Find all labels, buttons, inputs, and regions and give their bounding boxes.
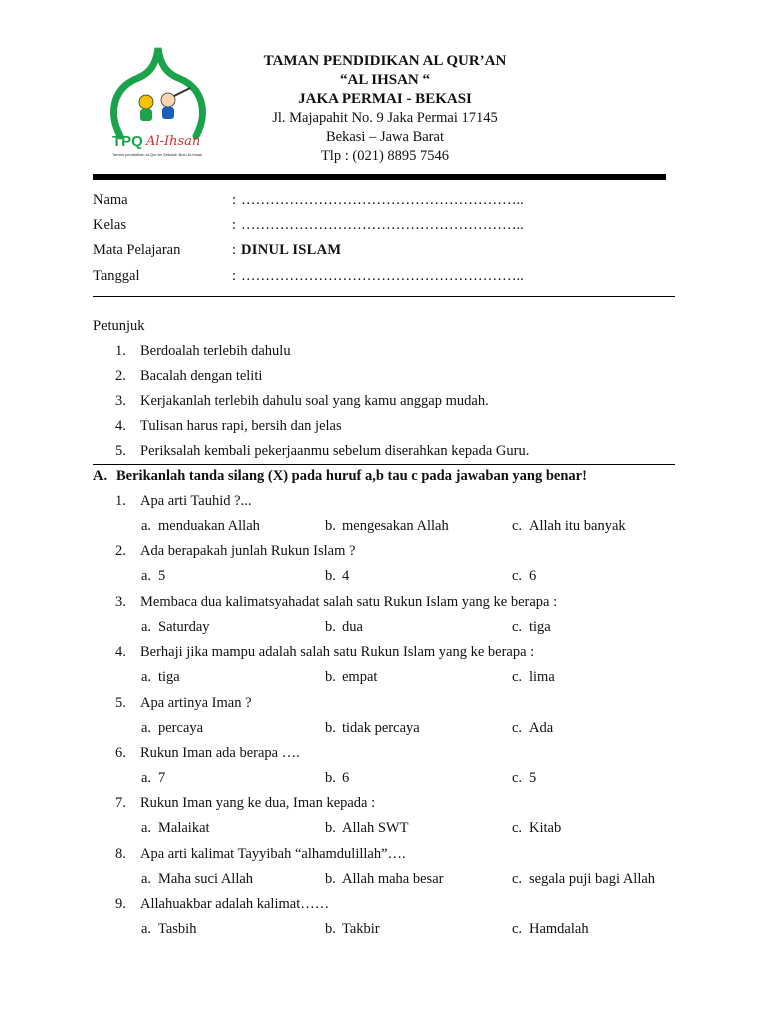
- option-text: Maha suci Allah: [158, 870, 254, 887]
- option-letter: a.: [141, 870, 152, 887]
- header-city: Bekasi – Jawa Barat: [326, 129, 444, 145]
- option-text: segala puji bagi Allah: [529, 870, 656, 887]
- option-text: Tasbih: [158, 921, 197, 938]
- option-letter: b.: [325, 870, 336, 887]
- option-text: dua: [342, 618, 363, 635]
- logo-child-right: [161, 93, 175, 107]
- question-text: Rukun Iman yang ke dua, Iman kepada :: [140, 795, 376, 812]
- logo-brand: TPQ: [112, 133, 143, 150]
- header-line1: TAMAN PENDIDIKAN AL QUR’AN: [263, 53, 507, 69]
- option-letter: b.: [325, 921, 336, 938]
- option-text: Allah itu banyak: [529, 518, 626, 534]
- option-letter: b.: [325, 618, 336, 635]
- option-letter: a.: [141, 669, 152, 686]
- question-number: 3.: [115, 593, 126, 610]
- option-text: Malaikat: [158, 820, 210, 837]
- option-text: 6: [529, 568, 537, 585]
- field-blank[interactable]: …………………………………………………..: [241, 217, 524, 233]
- field-blank[interactable]: …………………………………………………..: [241, 192, 524, 208]
- option-text: empat: [342, 669, 378, 686]
- question-text: Apa artinya Iman ?: [140, 694, 252, 711]
- option-letter: b.: [325, 820, 336, 837]
- option-text: Allah SWT: [342, 820, 409, 837]
- school-header: [220, 52, 550, 166]
- identity-divider: [93, 296, 675, 297]
- option-letter: c.: [512, 770, 523, 786]
- question-text: Apa arti Tauhid ?...: [140, 493, 252, 509]
- logo-arch: [114, 48, 203, 136]
- header-phone: Tlp : (021) 8895 7546: [320, 148, 450, 164]
- option-letter: c.: [512, 518, 523, 534]
- field-label: Kelas: [93, 217, 127, 233]
- option-letter: b.: [325, 518, 336, 534]
- option-letter: a.: [141, 618, 152, 635]
- option-letter: c.: [512, 669, 523, 686]
- option-letter: c.: [512, 618, 523, 635]
- option-text: lima: [529, 669, 555, 686]
- option-letter: c.: [512, 870, 523, 887]
- question-text: Membaca dua kalimatsyahadat salah satu Rukun Islam yang ke berapa :: [140, 593, 558, 610]
- option-letter: c.: [512, 820, 523, 837]
- question-text: Ada berapakah junlah Rukun Islam ?: [140, 543, 356, 560]
- option-letter: b.: [325, 719, 336, 736]
- option-text: percaya: [158, 719, 204, 736]
- option-text: tiga: [529, 618, 551, 635]
- option-text: mengesakan Allah: [342, 518, 449, 534]
- header-line3: JAKA PERMAI - BEKASI: [298, 91, 472, 107]
- field-label: Nama: [93, 192, 128, 208]
- option-letter: c.: [512, 568, 523, 585]
- option-text: 6: [342, 770, 350, 786]
- field-label: Tanggal: [93, 268, 140, 284]
- option-letter: b.: [325, 669, 336, 686]
- question-number: 5.: [115, 694, 126, 711]
- worksheet-page: TPQ Al-Ihsan Taman pendidikan al-Qur'an Sekolah Bulu Al-Ihsan TAMAN PENDIDIKAN AL QUR’AN “AL IHSAN “ JAKA PERMAI - BEKASI Jl. Majapahit No. 9 Jaka Permai 17145 Bekasi – Jawa Barat Tlp : (021) 8895 7546 Nama : ………………………………………………….. Kelas : ………………………………………………….. Mata Pelajaran : DINUL ISLAM Tanggal : ………………………………………………….. Petunjuk 1. Berdoalah terlebih dahulu 2. Bacalah dengan teliti 3. Kerjakanlah terlebih dahulu soal yang kamu anggap mudah. 4. Tulisan harus rapi, bersih dan jelas 5. Periksalah kembali pekerjaanmu sebelum diserahkan kepada Guru. A. Berikanlah tanda silang (X) pada huruf a,b tau c pada jawaban yang benar! 1. Apa arti Tauhid ?... a. menduakan Allah b. mengesakan Allah c. Allah itu banyak 2. Ada berapakah junlah Rukun Islam ? a. 5 b. 4 c. 6 3. Membaca dua kalimatsyahadat salah satu Rukun Islam yang ke berapa : a. Saturday b. dua c. tiga 4. Berhaji jika mampu adalah salah satu Rukun Islam yang ke berapa : a. tiga b. empat c. lima 5. Apa artinya Iman ? a. percaya b. tidak percaya c. Ada 6. Rukun Iman ada berapa …. a. 7 b. 6 c. 5 7. Rukun Iman yang ke dua, Iman kepada : a. Malaikat b. Allah SWT c. Kitab 8. Apa arti kalimat Tayyibah “alhamdulillah”…. a. Maha suci Allah b. Allah maha besar c. segala puji bagi Allah 9. Allahuakbar adalah kalimat…… a. Tasbih b. Takbir c. Hamdalah: [0, 0, 768, 1024]
- field-label: Mata Pelajaran: [93, 242, 181, 258]
- option-text: 5: [529, 770, 537, 786]
- question-text: Berhaji jika mampu adalah salah satu Rukun Islam yang ke berapa :: [140, 644, 535, 661]
- subject-value: DINUL ISLAM: [241, 242, 342, 258]
- option-text: 5: [158, 568, 166, 585]
- option-text: Takbir: [342, 921, 380, 938]
- option-letter: c.: [512, 719, 523, 736]
- question-number: 6.: [115, 745, 126, 761]
- option-letter: a.: [141, 770, 152, 786]
- question-text: Rukun Iman ada berapa ….: [140, 745, 300, 761]
- option-text: Allah maha besar: [342, 870, 444, 887]
- option-letter: b.: [325, 770, 336, 786]
- option-letter: a.: [141, 820, 152, 837]
- option-letter: a.: [141, 568, 152, 585]
- option-text: Saturday: [158, 618, 210, 635]
- option-text: 4: [342, 568, 350, 585]
- option-letter: b.: [325, 568, 336, 585]
- logo-tagline: Taman pendidikan al-Qur'an Sekolah Bulu Al-Ihsan: [112, 152, 203, 157]
- field-blank[interactable]: …………………………………………………..: [241, 268, 524, 284]
- option-text: Kitab: [529, 820, 562, 837]
- option-text: Hamdalah: [529, 921, 589, 938]
- option-letter: a.: [141, 518, 152, 534]
- header-divider: [93, 174, 666, 180]
- question-text: Allahuakbar adalah kalimat……: [140, 896, 330, 913]
- option-text: tiga: [158, 669, 180, 686]
- option-text: Ada: [529, 719, 554, 736]
- option-text: 7: [158, 770, 166, 786]
- question-number: 7.: [115, 795, 126, 812]
- logo-brand-script: Al-Ihsan: [146, 134, 201, 149]
- instructions-title: Petunjuk: [93, 318, 145, 334]
- option-letter: a.: [141, 921, 152, 938]
- question-number: 4.: [115, 644, 126, 661]
- option-text: menduakan Allah: [158, 518, 260, 534]
- question-number: 8.: [115, 845, 126, 862]
- option-text: tidak percaya: [342, 719, 420, 736]
- question-number: 9.: [115, 896, 126, 913]
- option-letter: a.: [141, 719, 152, 736]
- school-logo: [98, 44, 238, 164]
- header-address: Jl. Majapahit No. 9 Jaka Permai 17145: [272, 110, 498, 126]
- option-letter: c.: [512, 921, 523, 938]
- question-number: 2.: [115, 543, 126, 560]
- instructions-divider: [93, 464, 675, 465]
- logo-child-left: [139, 95, 153, 109]
- header-line2: “AL IHSAN “: [339, 72, 431, 88]
- question-number: 1.: [115, 493, 126, 509]
- question-text: Apa arti kalimat Tayyibah “alhamdulillah”….: [140, 845, 406, 862]
